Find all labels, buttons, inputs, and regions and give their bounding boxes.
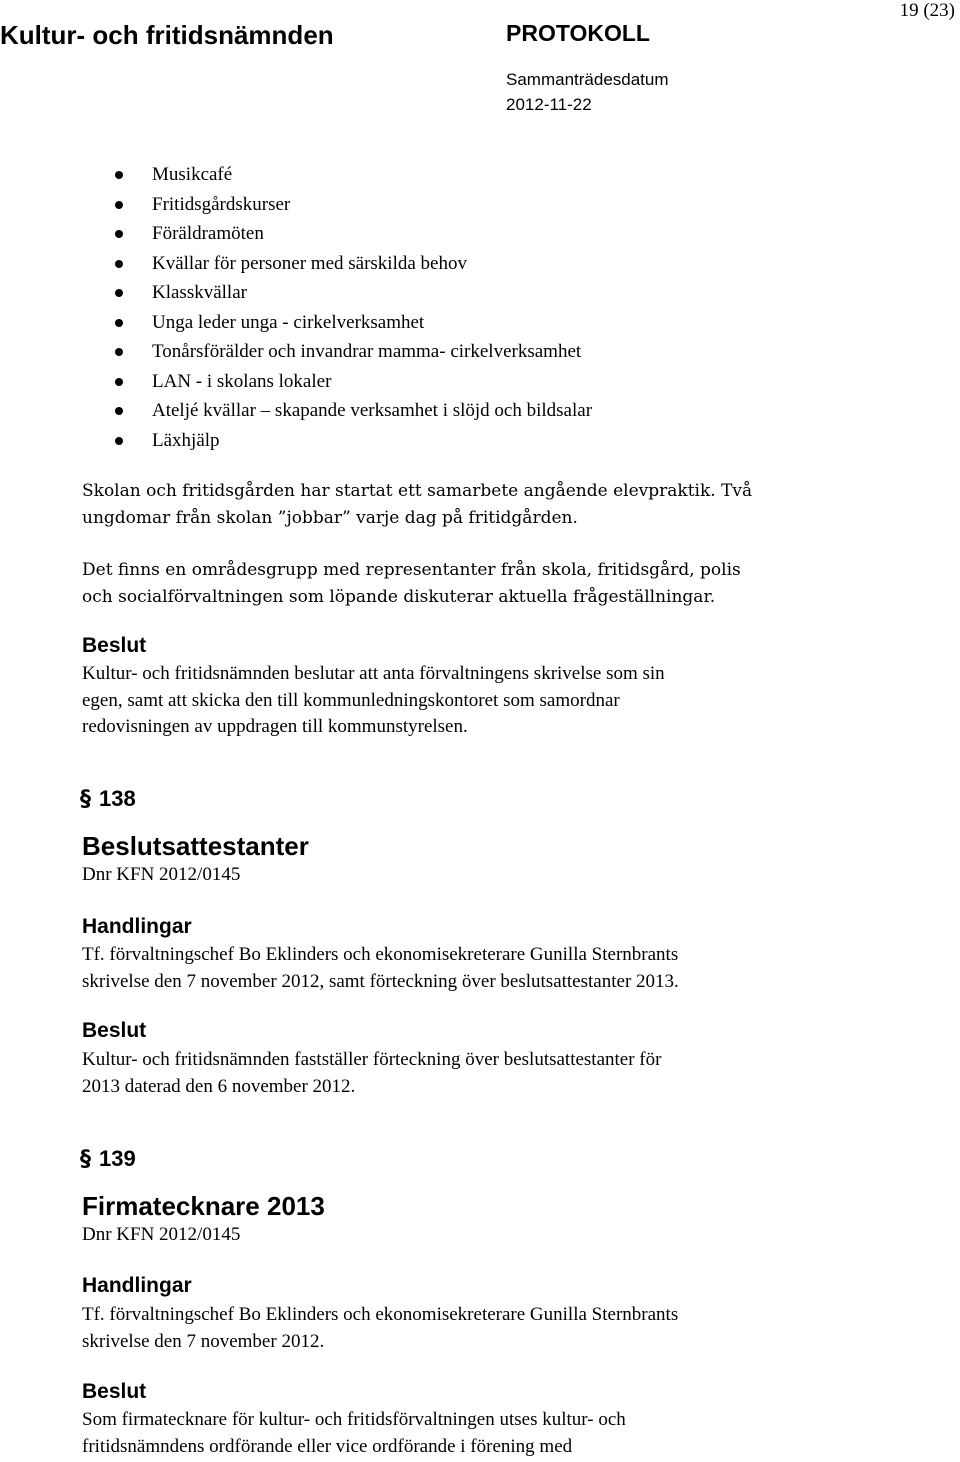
beslut-text-139: Som firmatecknare för kultur- och fritidsförvaltningen utses kultur- och fritidsnämndens ordförande eller vice ordförande i förening med	[82, 1409, 626, 1457]
dnr-139: Dnr KFN 2012/0145	[82, 1224, 241, 1245]
page-number: 19 (23)	[899, 0, 955, 21]
list-item: Musikcafé	[0, 160, 592, 190]
list-item: Kvällar för personer med särskilda behov	[0, 249, 592, 279]
section-number-138: § 138	[80, 786, 136, 812]
paragraph-omradesgrupp: Det finns en områdesgrupp med representanter från skola, fritidsgård, polis och socialförvaltningen som löpande diskuterar aktuella frågeställningar.	[82, 560, 741, 607]
bullet-icon	[115, 319, 123, 327]
section-title-138: Beslutsattestanter	[82, 831, 309, 861]
paragraph-elevpraktik: Skolan och fritidsgården har startat ett samarbete angående elevpraktik. Två ungdomar från skolan ”jobbar” varje dag på fritidgården.	[82, 481, 753, 528]
handlingar-text-138: Tf. förvaltningschef Bo Eklinders och ekonomisekreterare Gunilla Sternbrants skrivelse den 7 november 2012, samt förteckning över beslutsattestanter 2013.	[82, 944, 679, 992]
list-item: Klasskvällar	[0, 278, 592, 308]
handlingar-heading-138: Handlingar	[82, 915, 192, 938]
beslut-text-138: Kultur- och fritidsnämnden fastställer förteckning över beslutsattestanter för 2013 daterad den 6 november 2012.	[82, 1049, 662, 1097]
bullet-icon	[115, 201, 123, 209]
dnr-138: Dnr KFN 2012/0145	[82, 864, 241, 885]
beslut-heading: Beslut	[82, 634, 147, 657]
list-item: Läxhjälp	[0, 426, 592, 456]
meeting-date-label: Sammanträdesdatum	[506, 70, 669, 89]
bullet-icon	[115, 437, 123, 445]
document-type: PROTOKOLL	[506, 20, 650, 46]
section-number-139: § 139	[80, 1146, 136, 1172]
beslut-heading-138: Beslut	[82, 1019, 147, 1042]
bullet-icon	[115, 348, 123, 356]
section-title-139: Firmatecknare 2013	[82, 1191, 325, 1221]
bullet-icon	[115, 378, 123, 386]
bullet-icon	[115, 171, 123, 179]
handlingar-heading-139: Handlingar	[82, 1274, 192, 1297]
committee-name: Kultur- och fritidsnämnden	[0, 20, 334, 50]
bullet-icon	[115, 260, 123, 268]
handlingar-text-139: Tf. förvaltningschef Bo Eklinders och ekonomisekreterare Gunilla Sternbrants skrivelse den 7 november 2012.	[82, 1304, 679, 1352]
list-item: Tonårsförälder och invandrar mamma- cirkelverksamhet	[0, 337, 592, 367]
list-item: Föräldramöten	[0, 219, 592, 249]
list-item: Fritidsgårdskurser	[0, 190, 592, 220]
bullet-icon	[115, 289, 123, 297]
list-item: LAN - i skolans lokaler	[0, 367, 592, 397]
activity-list	[0, 160, 592, 455]
bullet-icon	[115, 230, 123, 238]
list-item: Unga leder unga - cirkelverksamhet	[0, 308, 592, 338]
meeting-date: 2012-11-22	[506, 95, 592, 114]
bullet-icon	[115, 407, 123, 415]
beslut-heading-139: Beslut	[82, 1380, 147, 1403]
beslut-text: Kultur- och fritidsnämnden beslutar att anta förvaltningens skrivelse som sin egen, samt att skicka den till kommunledningskontoret som samordnar redovisningen av uppdragen till kommunstyrelsen.	[82, 663, 665, 737]
list-item: Ateljé kvällar – skapande verksamhet i slöjd och bildsalar	[0, 396, 592, 426]
